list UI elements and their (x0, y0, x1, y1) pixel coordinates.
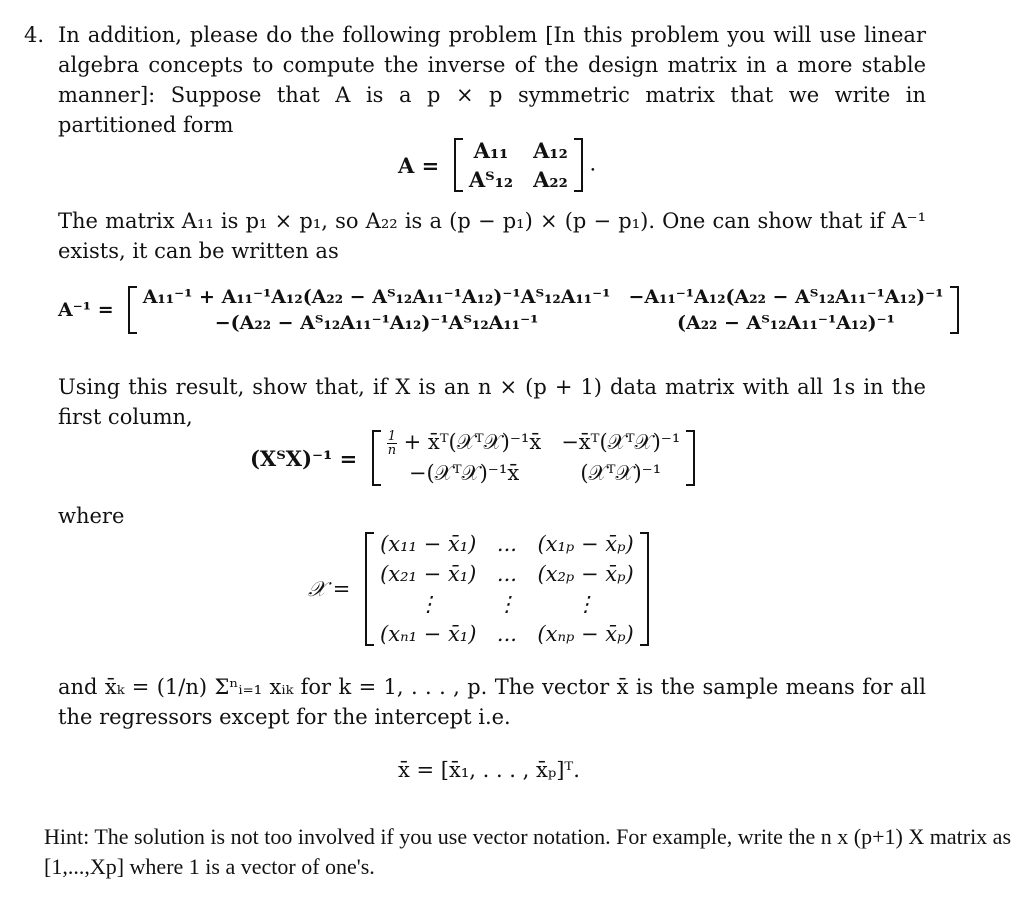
problem-number: 4. (24, 23, 45, 47)
equation-XtX-inverse (250, 430, 695, 486)
fraction-1-over-n: $\frac{1}{n}$ (387, 429, 397, 458)
matrix-cell: (𝒳ᵀ𝒳)⁻¹ (580, 461, 662, 485)
matrix-cell: ... (496, 562, 517, 586)
right-bracket (574, 138, 583, 192)
matrix-cell: (xₙₚ − x̄ₚ) (537, 622, 634, 646)
left-bracket (128, 286, 137, 334)
matrix-cell: A₂₂ (533, 167, 568, 192)
paragraph-sample-means: and x̄ₖ = (1/n) Σⁿᵢ₌₁ xᵢₖ for k = 1, . . . , p. The vector x̄ is the sample means for all the regressors except for the intercept i.e. (58, 675, 926, 729)
problem-intro (24, 20, 926, 140)
matrix-cell: $\frac{1}{n}$ + x̄ᵀ(𝒳ᵀ𝒳)⁻¹x̄ (387, 429, 542, 458)
right-bracket (686, 430, 695, 486)
equation-chi-matrix (308, 532, 649, 646)
matrix-cell: ... (496, 532, 517, 556)
equation-partitioned-A (398, 138, 596, 192)
hint-text: Hint: The solution is not too involved if you use vector notation. For example, write the n x (p+1) X matrix as [1,...,Xp] where 1 is a vector of one's. (44, 824, 1012, 879)
paragraph-inverse-intro: The matrix A₁₁ is p₁ × p₁, so A₂₂ is a (p − p₁) × (p − p₁). One can show that if A⁻¹ exists, it can be written as (58, 209, 926, 263)
matrix-A (454, 138, 583, 192)
matrix-cell: (x₂ₚ − x̄ₚ) (537, 562, 634, 586)
matrix-cell: A₁₂ (533, 138, 568, 163)
matrix-cell: A₁₁⁻¹ + A₁₁⁻¹A₁₂(A₂₂ − Aᵀ₁₂A₁₁⁻¹A₁₂)⁻¹Aᵀ₁₂A₁₁⁻¹ (142, 286, 611, 308)
matrix-cell: (x₂₁ − x̄₁) (380, 562, 477, 586)
matrix-cell: (xₙ₁ − x̄₁) (380, 622, 477, 646)
intro-text: In addition, please do the following problem [In this problem you will use linear algebra concepts to compute the inverse of the design matrix in a more stable manner]: Suppose that A is a p × p symmetric matrix that we write in partitioned form (58, 23, 926, 137)
eq-A-trail: . (589, 151, 597, 176)
matrix-chi (365, 532, 649, 646)
matrix-cell: (x₁ₚ − x̄ₚ) (537, 532, 634, 556)
matrix-cell: Aᵀ₁₂ (468, 167, 514, 192)
paragraph-data-matrix: Using this result, show that, if X is an n × (p + 1) data matrix with all 1s in the first column, (58, 375, 926, 429)
right-bracket (950, 286, 959, 334)
matrix-XtX-inverse (372, 430, 695, 486)
eq-XtX-lhs: (XᵀX)⁻¹ = (250, 445, 358, 471)
where-label: where (58, 504, 125, 528)
matrix-cell: −(𝒳ᵀ𝒳)⁻¹x̄ (408, 461, 520, 485)
eq-A-lhs: A = (398, 152, 440, 178)
right-bracket (640, 532, 649, 646)
matrix-cell: −A₁₁⁻¹A₁₂(A₂₂ − Aᵀ₁₂A₁₁⁻¹A₁₂)⁻¹ (628, 286, 944, 308)
matrix-cell: A₁₁ (473, 138, 509, 163)
matrix-cell: −x̄ᵀ(𝒳ᵀ𝒳)⁻¹ (561, 430, 681, 454)
matrix-cell: ⋮ (417, 592, 439, 616)
matrix-cell: ⋮ (575, 592, 597, 616)
matrix-cell: ⋮ (496, 592, 518, 616)
eq-Ainv-lhs: A⁻¹ = (58, 299, 114, 321)
matrix-cell: −(A₂₂ − Aᵀ₁₂A₁₁⁻¹A₁₂)⁻¹Aᵀ₁₂A₁₁⁻¹ (214, 312, 539, 334)
left-bracket (372, 430, 381, 486)
matrix-cell: ... (496, 622, 517, 646)
equation-xbar: x̄ = [x̄₁, . . . , x̄ₚ]ᵀ. (398, 758, 580, 782)
matrix-A-inverse (128, 286, 959, 334)
left-bracket (454, 138, 463, 192)
matrix-cell: (A₂₂ − Aᵀ₁₂A₁₁⁻¹A₁₂)⁻¹ (676, 312, 895, 334)
equation-A-inverse (58, 286, 959, 334)
left-bracket (365, 532, 374, 646)
eq-chi-lhs: 𝒳 = (308, 576, 351, 601)
matrix-cell: (x₁₁ − x̄₁) (380, 532, 477, 556)
